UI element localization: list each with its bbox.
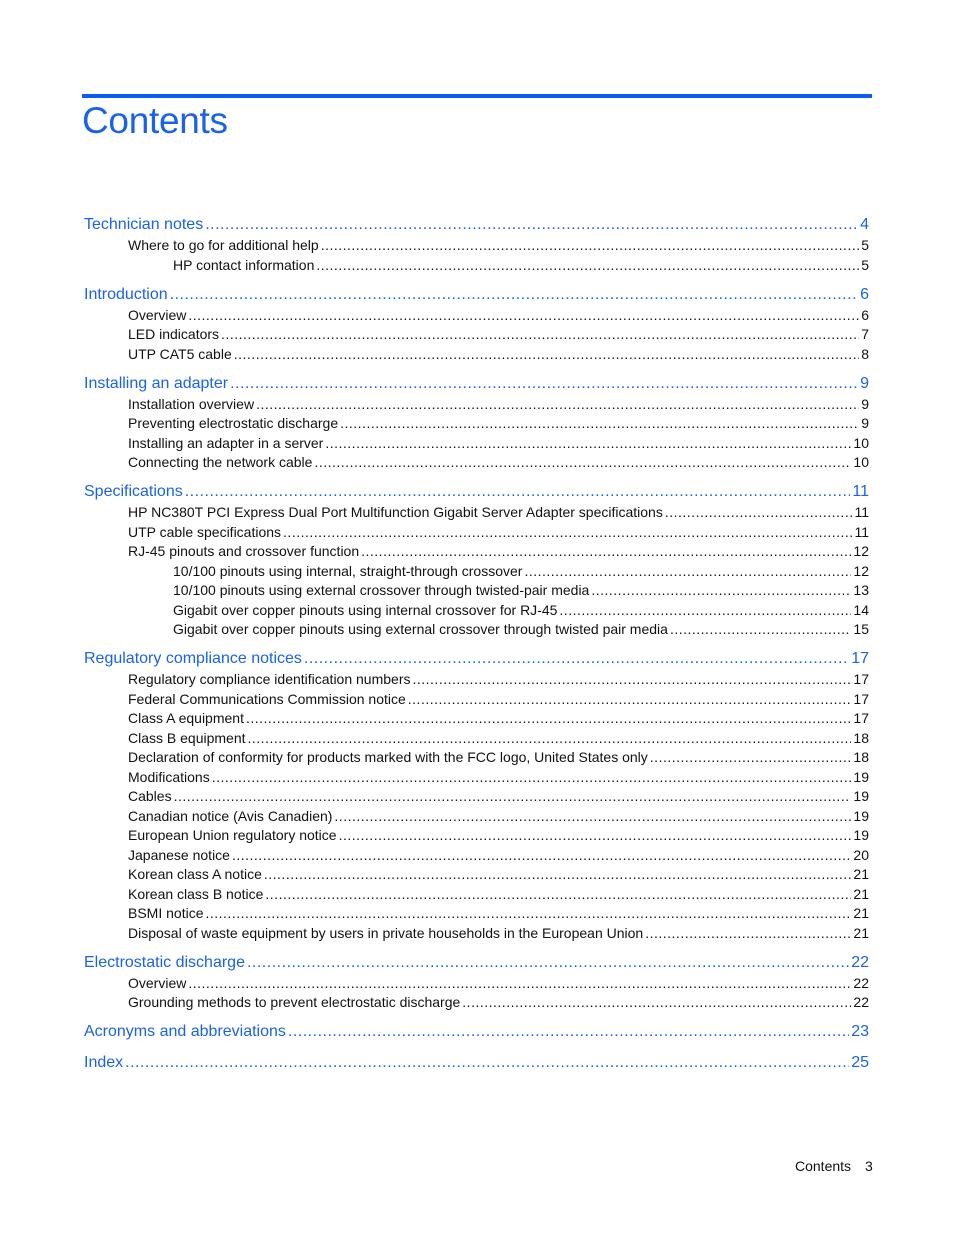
toc-entry-title: Connecting the network cable <box>128 454 313 470</box>
dot-leader <box>412 670 851 690</box>
dot-leader <box>591 581 851 601</box>
dot-leader <box>232 846 851 866</box>
footer-label: Contents <box>795 1158 852 1174</box>
toc-entry-title: Installing an adapter <box>84 374 229 392</box>
toc-page-number: 21 <box>853 905 869 921</box>
dot-leader <box>462 993 851 1013</box>
toc-page-number: 12 <box>853 562 869 579</box>
toc-page-number: 11 <box>854 523 869 540</box>
toc-page-number: 5 <box>861 256 869 273</box>
toc-chapter-link[interactable] <box>84 284 869 306</box>
toc-entry-title: HP NC380T PCI Express Dual Port Multifunction Gigabit Server Adapter specifications <box>128 504 663 520</box>
toc-entry-title: Declaration of conformity for products marked with the FCC logo, United States only <box>128 749 648 765</box>
toc-page-number: 6 <box>861 306 869 323</box>
toc-page-number: 17 <box>853 671 869 687</box>
dot-leader <box>334 807 851 827</box>
toc-entry-title: Regulatory compliance notices <box>84 650 302 667</box>
toc-subsection-link[interactable] <box>84 993 869 1013</box>
toc-subsection-link[interactable] <box>84 414 869 434</box>
toc-page-number: 17 <box>853 710 869 726</box>
toc-page-number: 21 <box>853 924 869 941</box>
toc-entry-title: Japanese notice <box>128 846 230 863</box>
dot-leader <box>234 345 859 365</box>
toc-entry-title: Federal Communications Commission notice <box>128 690 406 707</box>
toc-entry-title: Grounding methods to prevent electrostatic discharge <box>128 994 461 1010</box>
toc-page-number: 18 <box>853 729 869 746</box>
toc-page-number: 8 <box>861 345 869 362</box>
dot-leader <box>650 748 852 768</box>
dot-leader <box>304 648 849 670</box>
toc-entry-title: Installation overview <box>128 395 255 412</box>
toc-entry-title: 10/100 pinouts using internal, straight-through crossover <box>173 562 523 579</box>
toc-entry-title: Cables <box>128 788 172 804</box>
toc-page-number: 17 <box>853 690 869 707</box>
toc-entry-title: Overview <box>128 974 187 991</box>
toc-entry-title: UTP cable specifications <box>128 523 282 540</box>
toc-entry-title: Acronyms and abbreviations <box>84 1023 286 1040</box>
toc-page-number: 21 <box>853 866 869 882</box>
toc-entry-title: Disposal of waste equipment by users in private households in the European Union <box>128 924 644 941</box>
toc-page-number: 20 <box>853 846 869 863</box>
toc-chapter-link[interactable] <box>84 952 869 974</box>
toc-entry-title: UTP CAT5 cable <box>128 345 232 362</box>
toc-subsection-link[interactable] <box>84 670 869 690</box>
toc-subsection-link[interactable] <box>84 846 869 866</box>
dot-leader <box>174 787 852 807</box>
dot-leader <box>283 523 852 543</box>
toc-entry-title: Preventing electrostatic discharge <box>128 415 339 431</box>
dot-leader <box>185 481 851 503</box>
toc-entry-title: Korean class A notice <box>128 866 262 882</box>
toc-page-number: 15 <box>853 621 869 637</box>
dot-leader <box>524 562 851 582</box>
toc-page-number: 11 <box>852 483 869 500</box>
toc-entry-title: Korean class B notice <box>128 885 264 902</box>
dot-leader <box>212 768 852 788</box>
section-spacer <box>84 364 869 373</box>
toc-entry-title: Overview <box>128 306 187 323</box>
toc-entry-title: Technician notes <box>84 216 204 233</box>
toc-chapter-link[interactable] <box>84 648 869 670</box>
toc-page-number: 10 <box>853 434 869 451</box>
dot-leader <box>205 214 858 236</box>
dot-leader <box>188 974 851 994</box>
dot-leader <box>325 434 851 454</box>
toc-chapter-link[interactable] <box>84 1021 869 1043</box>
toc-subsubsection-link[interactable] <box>84 256 869 276</box>
toc-entry-title: RJ-45 pinouts and crossover function <box>128 543 360 559</box>
toc-page-number: 11 <box>854 504 869 520</box>
toc-subsection-link[interactable] <box>84 542 869 562</box>
toc-chapter-link[interactable] <box>84 1052 869 1074</box>
toc-subsubsection-link[interactable] <box>84 620 869 640</box>
toc-subsection-link[interactable] <box>84 768 869 788</box>
toc-subsection-link[interactable] <box>84 453 869 473</box>
toc-subsection-link[interactable] <box>84 904 869 924</box>
dot-leader <box>246 709 851 729</box>
toc-page-number: 6 <box>860 285 869 303</box>
toc-entry-title: Installing an adapter in a server <box>128 434 324 451</box>
dot-leader <box>340 414 859 434</box>
toc-page-number: 10 <box>853 454 869 470</box>
toc-entry-title: LED indicators <box>128 326 220 342</box>
toc-entry-title: HP contact information <box>173 256 315 273</box>
section-spacer <box>84 1013 869 1022</box>
section-spacer <box>84 473 869 482</box>
toc-subsection-link[interactable] <box>84 503 869 523</box>
toc-subsubsection-link[interactable] <box>84 601 869 621</box>
toc-page-number: 14 <box>853 601 869 618</box>
dot-leader <box>665 503 853 523</box>
dot-leader <box>264 865 852 885</box>
dot-leader <box>321 236 860 256</box>
section-spacer <box>84 275 869 284</box>
toc-subsection-link[interactable] <box>84 974 869 994</box>
dot-leader <box>408 690 852 710</box>
toc-subsection-link[interactable] <box>84 826 869 846</box>
section-spacer <box>84 1043 869 1052</box>
toc-page-number: 9 <box>860 374 869 392</box>
toc-page-number: 22 <box>853 974 869 991</box>
section-spacer <box>84 943 869 952</box>
toc-subsection-link[interactable] <box>84 924 869 944</box>
toc-entry-title: 10/100 pinouts using external crossover through twisted-pair media <box>173 582 590 598</box>
toc-subsection-link[interactable] <box>84 325 869 345</box>
toc-subsection-link[interactable] <box>84 236 869 256</box>
toc-page-number: 19 <box>853 807 869 824</box>
toc-entry-title: Index <box>84 1053 124 1071</box>
toc-page-number: 19 <box>853 788 869 804</box>
dot-leader <box>361 542 851 562</box>
toc-entry-title: Class A equipment <box>128 710 244 726</box>
toc-subsection-link[interactable] <box>84 807 869 827</box>
dot-leader <box>247 952 849 974</box>
toc-entry-title: Class B equipment <box>128 729 246 746</box>
toc-subsection-link[interactable] <box>84 690 869 710</box>
toc-page-number: 22 <box>853 994 869 1010</box>
toc-entry-title: European Union regulatory notice <box>128 827 337 843</box>
section-spacer <box>84 640 869 649</box>
dot-leader <box>221 325 859 345</box>
page-title: Contents <box>82 100 228 141</box>
toc-page-number: 17 <box>851 650 869 667</box>
dot-leader <box>559 601 851 621</box>
page-footer <box>795 1158 873 1174</box>
toc-subsection-link[interactable] <box>84 748 869 768</box>
toc-entry-title: Specifications <box>84 483 183 500</box>
toc-entry-title: Canadian notice (Avis Canadien) <box>128 807 333 824</box>
toc-page-number: 22 <box>851 953 869 971</box>
toc-subsection-link[interactable] <box>84 395 869 415</box>
toc-subsection-link[interactable] <box>84 306 869 326</box>
dot-leader <box>230 373 858 395</box>
toc-entry-title: Modifications <box>128 768 210 785</box>
toc-page-number: 19 <box>853 768 869 785</box>
toc-subsubsection-link[interactable] <box>84 581 869 601</box>
toc-entry-title: Electrostatic discharge <box>84 953 245 971</box>
toc-subsection-link[interactable] <box>84 434 869 454</box>
dot-leader <box>670 620 851 640</box>
toc-entry-title: Where to go for additional help <box>128 237 319 253</box>
toc-subsection-link[interactable] <box>84 865 869 885</box>
footer-page-number: 3 <box>865 1158 873 1174</box>
toc-page-number: 9 <box>861 395 869 412</box>
toc-subsection-link[interactable] <box>84 345 869 365</box>
toc-subsection-link[interactable] <box>84 787 869 807</box>
toc-subsection-link[interactable] <box>84 709 869 729</box>
toc-subsection-link[interactable] <box>84 729 869 749</box>
dot-leader <box>645 924 851 944</box>
dot-leader <box>248 729 852 749</box>
toc-page-number: 12 <box>853 543 869 559</box>
table-of-contents <box>84 214 869 1074</box>
toc-page-number: 7 <box>861 326 869 342</box>
toc-entry-title: Gigabit over copper pinouts using internal crossover for RJ-45 <box>173 601 558 618</box>
dot-leader <box>125 1052 849 1074</box>
dot-leader <box>316 256 859 276</box>
toc-subsection-link[interactable] <box>84 885 869 905</box>
toc-page-number: 18 <box>853 749 869 765</box>
toc-subsection-link[interactable] <box>84 523 869 543</box>
toc-page-number: 21 <box>853 885 869 902</box>
dot-leader <box>188 306 859 326</box>
toc-page-number: 13 <box>853 582 869 598</box>
dot-leader <box>339 826 852 846</box>
toc-subsubsection-link[interactable] <box>84 562 869 582</box>
toc-chapter-link[interactable] <box>84 214 869 236</box>
toc-chapter-link[interactable] <box>84 481 869 503</box>
toc-entry-title: BSMI notice <box>128 905 204 921</box>
toc-page-number: 25 <box>851 1053 869 1071</box>
toc-page-number: 19 <box>853 827 869 843</box>
title-rule <box>82 94 872 98</box>
toc-entry-title: Gigabit over copper pinouts using external crossover through twisted pair media <box>173 621 668 637</box>
dot-leader <box>205 904 851 924</box>
dot-leader <box>314 453 851 473</box>
toc-page-number: 23 <box>851 1023 869 1040</box>
toc-page-number: 4 <box>860 216 869 233</box>
dot-leader <box>170 284 858 306</box>
toc-page-number: 5 <box>861 237 869 253</box>
toc-entry-title: Introduction <box>84 285 168 303</box>
dot-leader <box>256 395 859 415</box>
dot-leader <box>288 1021 849 1043</box>
dot-leader <box>265 885 851 905</box>
toc-page-number: 9 <box>861 415 869 431</box>
toc-chapter-link[interactable] <box>84 373 869 395</box>
toc-entry-title: Regulatory compliance identification numbers <box>128 671 411 687</box>
